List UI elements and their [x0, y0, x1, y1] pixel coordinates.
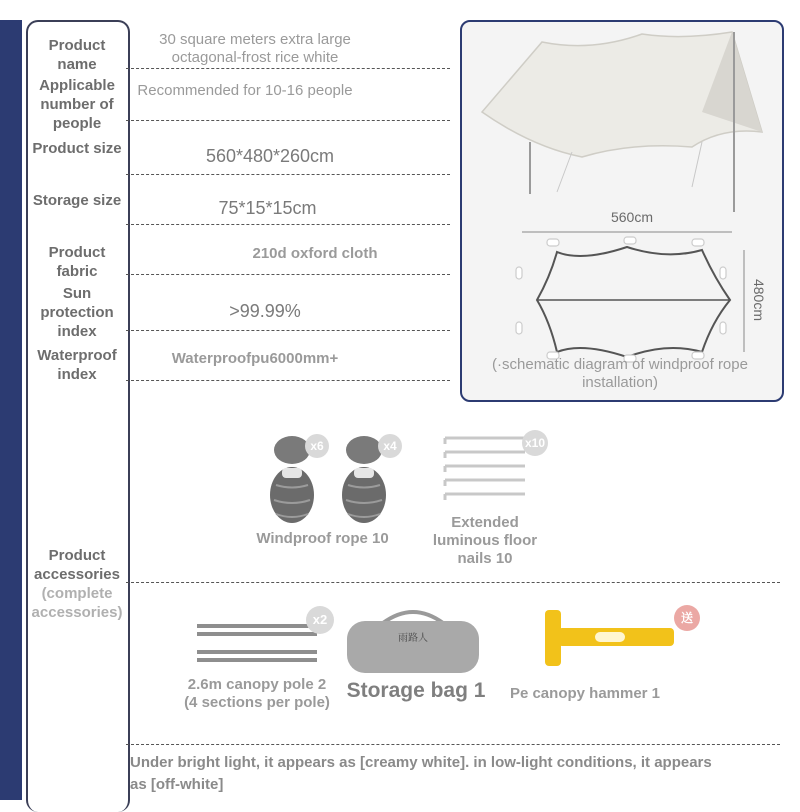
diagram-caption: (·schematic diagram of windproof rope installation)	[492, 356, 748, 391]
value-sun-protection: >99.99%	[229, 301, 301, 321]
side-accent-bar	[0, 20, 22, 800]
divider	[126, 744, 780, 745]
divider	[126, 68, 450, 69]
guy-rope	[692, 142, 702, 187]
gift-badge: 送	[674, 605, 700, 631]
quantity-badge: x2	[306, 606, 334, 634]
bag-logo-text: 雨路人	[398, 633, 428, 644]
guy-rope	[557, 152, 572, 192]
label-accessories-sub: (complete accessories)	[31, 585, 123, 621]
rope-caption: Windproof rope 10	[256, 530, 389, 547]
canopy-poles-image	[192, 618, 322, 670]
divider	[126, 582, 780, 583]
hammer-grip-hole	[595, 632, 625, 642]
divider	[126, 380, 450, 381]
width-dimension-label: 560cm	[610, 209, 654, 225]
label-product-name: Product name	[48, 37, 106, 73]
divider	[126, 274, 450, 275]
floor-nails-image	[440, 430, 530, 510]
divider	[126, 224, 450, 225]
quantity-badge: x4	[378, 434, 402, 458]
storage-bag-caption: Storage bag 1	[346, 679, 486, 702]
tent-diagram-panel	[460, 20, 784, 402]
bag-body	[347, 621, 479, 673]
tarp-outline	[537, 247, 730, 357]
value-applicable-people: Recommended for 10-16 people	[137, 82, 353, 99]
canopy-poles-caption: 2.6m canopy pole 2 (4 sections per pole)	[184, 676, 330, 711]
label-storage-size: Storage size	[32, 192, 122, 209]
color-note: Under bright light, it appears as [creamy white]. in low-light conditions, it appears as [off-white]	[130, 754, 712, 793]
label-product-size: Product size	[32, 140, 122, 157]
storage-bag-image	[343, 605, 483, 677]
label-accessories: Product accessories	[34, 547, 120, 583]
quantity-badge: x10	[522, 430, 548, 456]
divider	[126, 174, 450, 175]
label-applicable-people: Applicable number of people	[39, 77, 115, 132]
value-product-name: 30 square meters extra large octagonal-frost rice white	[159, 31, 351, 66]
value-product-size: 560*480*260cm	[205, 146, 335, 166]
value-waterproof: Waterproofpu6000mm+	[171, 350, 339, 367]
nail-stack	[445, 438, 525, 500]
pole-bundle	[197, 626, 317, 660]
divider	[126, 330, 450, 331]
hammer-caption: Pe canopy hammer 1	[509, 685, 661, 702]
value-storage-size: 75*15*15cm	[218, 198, 317, 218]
canopy-hammer-image	[540, 608, 680, 668]
quantity-badge: x6	[305, 434, 329, 458]
label-sun-protection: Sun protection index	[40, 285, 114, 340]
value-product-fabric: 210d oxford cloth	[252, 245, 378, 262]
divider	[126, 120, 450, 121]
label-waterproof: Waterproof index	[37, 347, 117, 383]
label-product-fabric: Product fabric	[48, 244, 106, 280]
tent-illustration	[462, 22, 782, 400]
floor-nails-caption: Extended luminous floor nails 10	[432, 514, 538, 567]
height-dimension-label: 480cm	[751, 278, 767, 322]
